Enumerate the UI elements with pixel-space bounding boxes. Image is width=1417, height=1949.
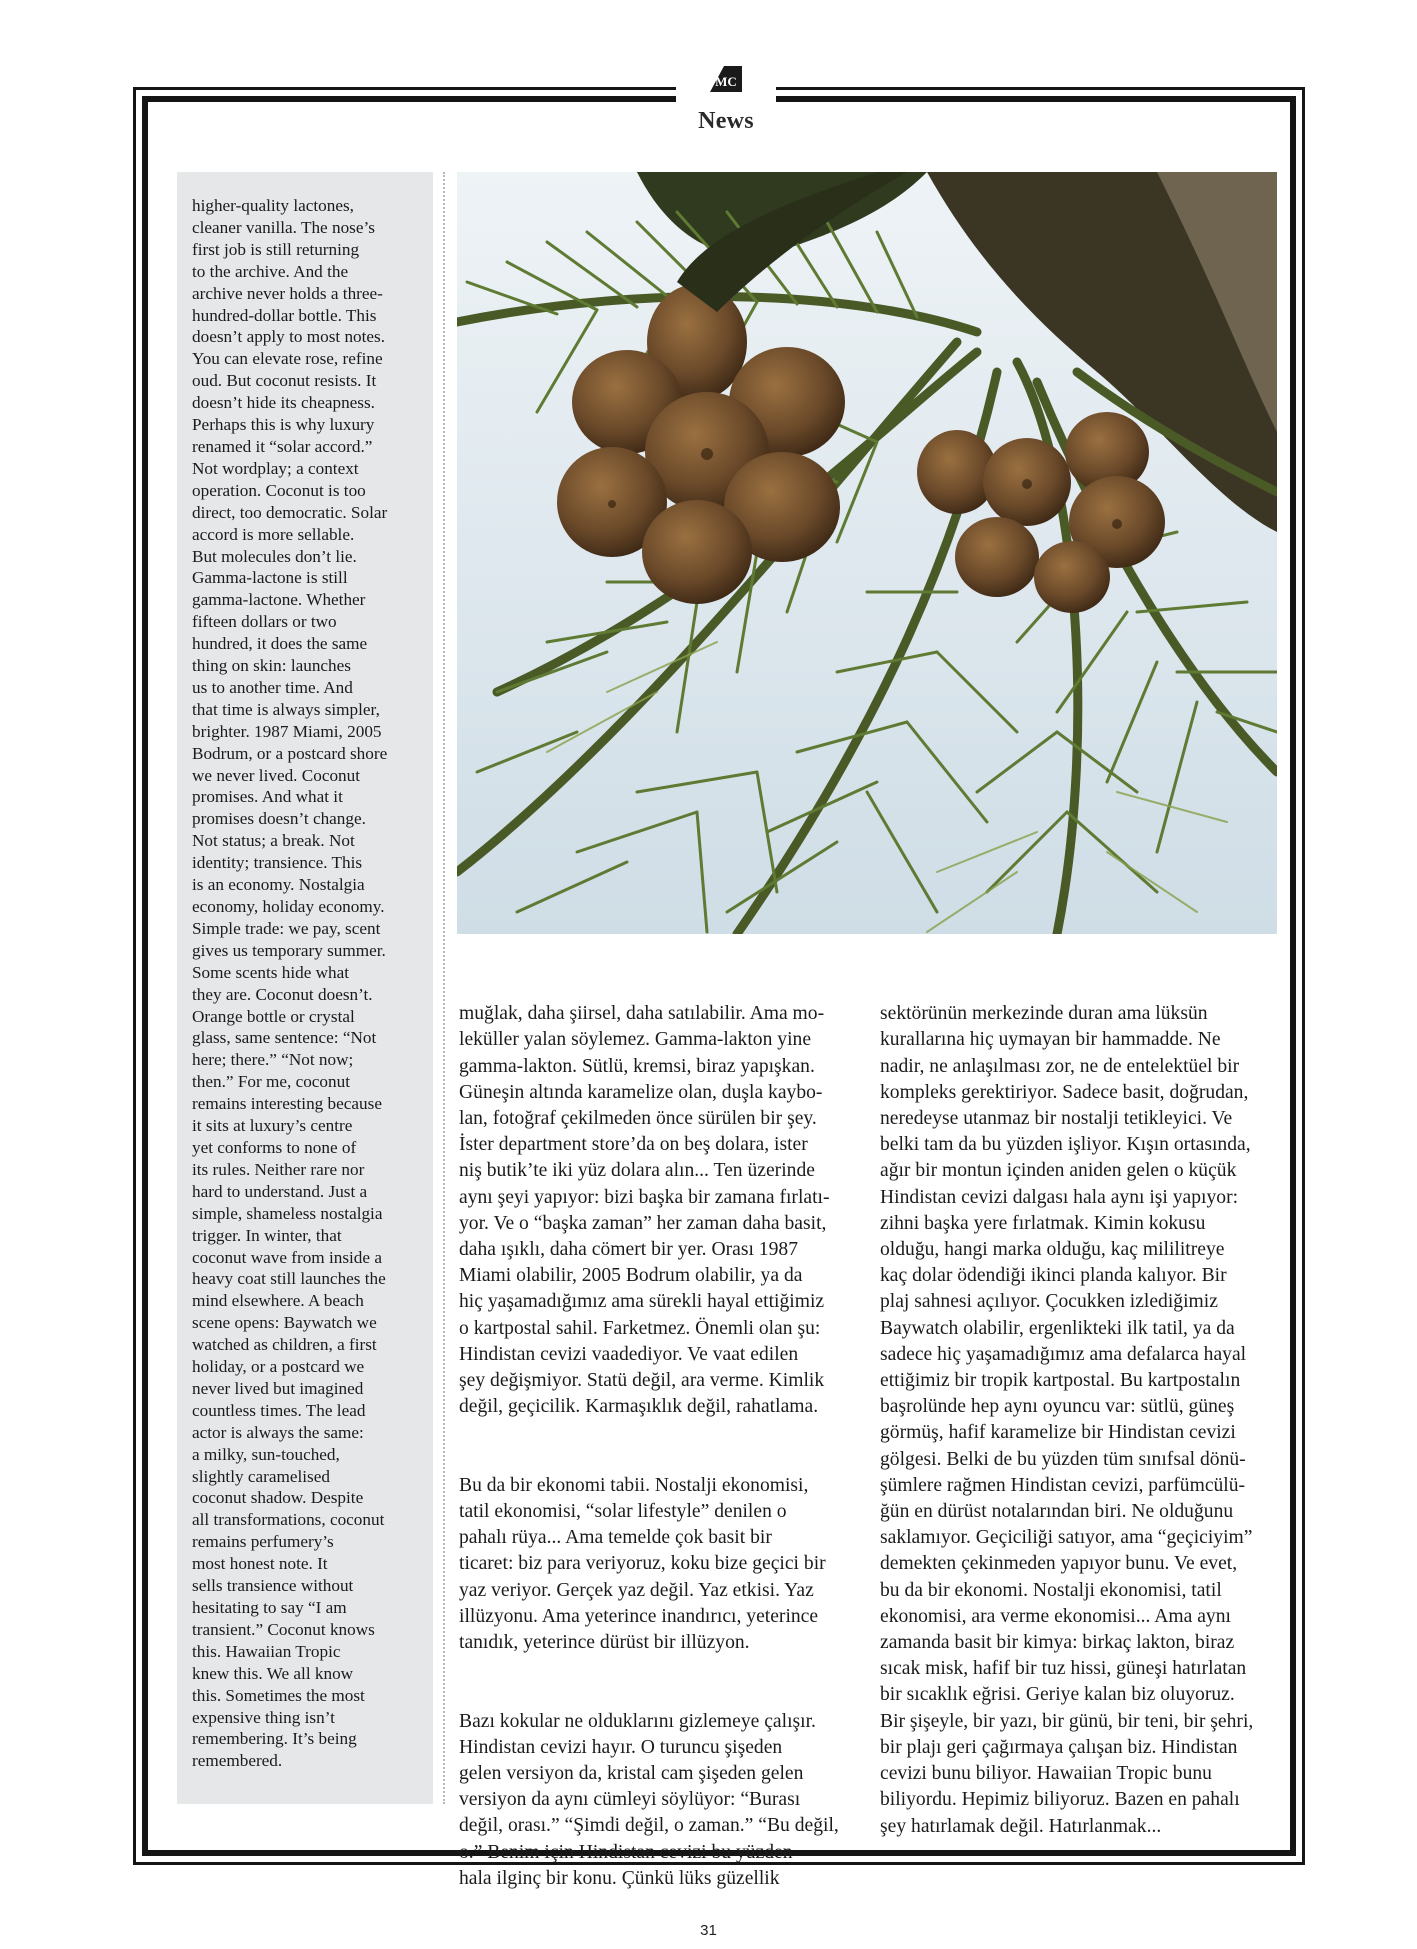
article-paragraph: sektörünün merkezinde duran ama lüksün kurallarına hiç uymayan bir hammadde. Ne nadir, ne anlaşılması zor, ne de entelektüel bir kompleks gerektiriyor. Sadece basit, doğrudan, neredeyse utanmaz bir nostalji tetikleyici. Ve belki tam da bu yüzden işliyor. Kışın ortasında, ağır bir montun içinden aniden gelen o küçük Hindistan cevizi dalgası hala aynı işi yapıyor: zihni başka yere fırlatmak. Kimin kokusu olduğu, hangi marka olduğu, kaç mililitreye kaç dolar ödendiği ikinci planda kalıyor. Bir plaj sahnesi açılıyor. Çocukken izlediğimiz Baywatch olabilir, ergenlikteki ilk tatil, ya da sadece hiç yaşamadığımız ama defalarca hayal ettiğimiz bir tropik kartpostal. Bu kartpostalın başrolünde hep aynı oyuncu var: sütlü, güneş görmüş, hafif karamelize bir Hindistan cevizi gölgesi. Belki de bu yüzden tüm sınıfsal dönü- şümlere rağmen Hindistan cevizi, parfümcülü- ğün en dürüst notalarından biri. Ne olduğunu saklamıyor. Geçiciliği satıyor, ama “geçiciyim” demekten çekinmeden yapıyor bunu. Ve evet, bu da bir ekonomi. Nostalji ekonomisi, tatil ekonomisi, ara verme ekonomisi... Ama aynı zamanda basit bir kimya: birkaç lakton, biraz sıcak misk, hafif bir tuz hissi, güneşi hatırlatan bir sıcaklık eğrisi. Geriye kalan biz oluyoruz. Bir şişeyle, bir yazı, bir günü, bir teni, bir şehri, bir plajı geri çağırmaya çalışan biz. Hindistan cevizi bunu biliyor. Hawaiian Tropic bunu biliyordu. Hepimiz biliyoruz. Bazen en pahalı şey hatırlamak değil. Hatırlanmak...: [880, 1003, 1254, 1837]
article-paragraph: Bazı kokular ne olduklarını gizlemeye çalışır. Hindistan cevizi hayır. O turuncu şişeden gelen versiyon da, kristal cam şişeden gelen versiyon da aynı cümleyi söylüyor: “Burası değil, orası.” “Şimdi değil, o zaman.” “Bu değil, o.” Benim için Hindistan cevizi bu yüzden hala ilginç bir konu. Çünkü lüks güzellik: [459, 1710, 839, 1889]
article-column-left: [459, 975, 864, 1944]
mc-logo-icon: [706, 62, 746, 102]
article-column-right: [880, 975, 1285, 1892]
article-paragraph: muğlak, daha şiirsel, daha satılabilir. Ama mo- leküller yalan söylemez. Gamma-lakton yine gamma-lakton. Sütlü, kremsi, biraz yapışkan. Güneşin altında karamelize olan, duşla kaybo- lan, fotoğraf çekilmeden önce sürülen bir şey. İster department store’da on beş dolara, ister niş butik’te iki yüz dolara alın... Ten üzerinde aynı şeyi yapıyor: bizi başka bir zamana fırlatı- yor. Ve o “başka zaman” her zaman daha basit, daha ışıklı, daha cömert bir yer. Orası 1987 Miami olabilir, 2005 Bodrum olabilir, ya da hiç yaşamadığımız ama sürekli hayal ettiğimiz o kartpostal sahil. Farketmez. Önemli olan şu: Hindistan cevizi vaadediyor. Ve vaat edilen şey değişmiyor. Statü değil, ara verme. Kimlik değil, geçicilik. Karmaşıklık değil, rahatlama.: [459, 1003, 830, 1418]
logo-text: MC: [715, 74, 737, 89]
article-paragraph: Bu da bir ekonomi tabii. Nostalji ekonomisi, tatil ekonomisi, “solar lifestyle” denilen o pahalı rüya... Ama temelde çok basit bir ticaret: biz para veriyoruz, koku bize geçici bir yaz veriyor. Gerçek yaz değil. Yaz etkisi. Yaz illüzyonu. Ama yeterince inandırıcı, yeterince tanıdık, yeterince dürüst bir illüzyon.: [459, 1474, 826, 1654]
sidebar-text: higher-quality lactones, cleaner vanilla. The nose’s first job is still returning to the archive. And the archive never holds a three- hundred-dollar bottle. This doesn’t apply to most notes. You can elevate rose, refine oud. But coconut resists. It doesn’t hide its cheapness. Perhaps this is why luxury renamed it “solar accord.” Not wordplay; a context operation. Coconut is too direct, too democratic. Solar accord is more sellable. But molecules don’t lie. Gamma-lactone is still gamma-lactone. Whether fifteen dollars or two hundred, it does the same thing on skin: launches us to another time. And that time is always simpler, brighter. 1987 Miami, 2005 Bodrum, or a postcard shore we never lived. Coconut promises. And what it promises doesn’t change. Not status; a break. Not identity; transience. This is an economy. Nostalgia economy, holiday economy. Simple trade: we pay, scent gives us temporary summer. Some scents hide what they are. Coconut doesn’t. Orange bottle or crystal glass, same sentence: “Not here; there.” “Not now; then.” For me, coconut remains interesting because it sits at luxury’s centre yet conforms to none of its rules. Neither rare nor hard to understand. Just a simple, shameless nostalgia trigger. In winter, that coconut wave from inside a heavy coat still launches the mind elsewhere. A beach scene opens: Baywatch we watched as children, a first holiday, or a postcard we never lived but imagined countless times. The lead actor is always the same: a milky, sun-touched, slightly caramelised coconut shadow. Despite all transformations, coconut remains perfumery’s most honest note. It sells transience without hesitating to say “I am transient.” Coconut knows this. Hawaiian Tropic knew this. We all know this. Sometimes the most expensive thing isn’t remembering. It’s being remembered.: [192, 196, 388, 1771]
column-divider: [443, 172, 445, 1804]
page-number: 31: [700, 1922, 717, 1939]
coconut-palm-photo: [457, 172, 1277, 934]
section-title: News: [698, 108, 754, 134]
